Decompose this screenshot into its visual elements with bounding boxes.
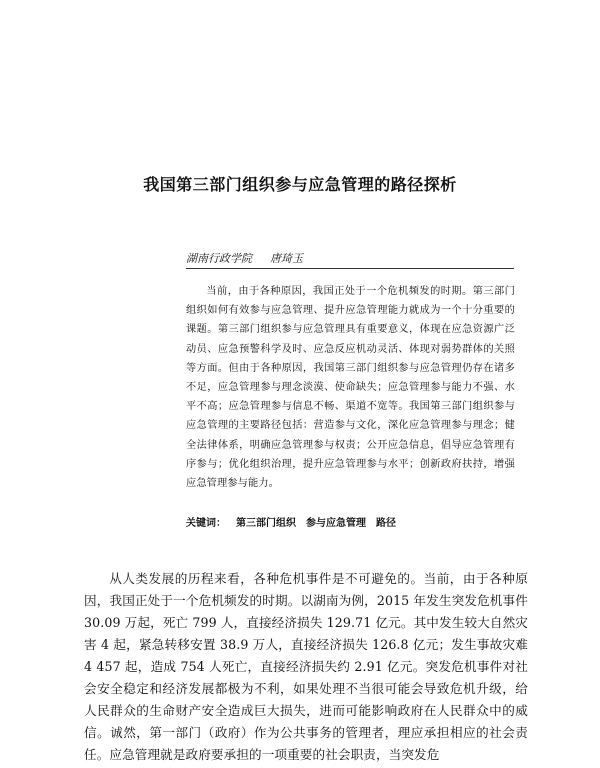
keywords-line: [186, 514, 406, 529]
keyword-term: 参与应急管理: [306, 518, 366, 529]
keyword-term: 第三部门组织: [236, 518, 296, 529]
byline: [186, 250, 303, 266]
keyword-term: 路径: [376, 518, 396, 529]
body-paragraph: 从人类发展的历程来看，各种危机事件是不可避免的。当前，由于各种原因，我国正处于一个危机频发的时期。以湖南为例，2015 年发生突发危机事件 30.09 万起，死亡 799 人，直接经济损失 129.71 亿元。其中发生较大自然灾害 4 起，紧急转移安置 38.9 万人，直接经济损失 126.8 亿元；发生事故灾难 4 457 起，造成 754 人死亡，直接经济损失约 2.91 亿元。突发危机事件对社会安全稳定和经济发展都极为不利，如果处理不当很可能会导致危机升级，给人民群众的生命财产安全造成巨大损失，进而可能影响政府在人民群众中的威信。诚然，第一部门（政府）作为公共事务的管理者，理应承担相应的社会责任。应急管理就是政府要承担的一项重要的社会职责，当突发危: [84, 571, 528, 762]
byline-divider: [186, 268, 514, 269]
abstract-paragraph: 当前，由于各种原因，我国正处于一个危机频发的时期。第三部门组织如何有效参与应急管理、提升应急管理能力就成为一个十分重要的课题。第三部门组织参与应急管理具有重要意义，体现在应急资源广泛动员、应急预警科学及时、应急反应机动灵活、体现对弱势群体的关照等方面。但由于各种原因，我国第三部门组织参与应急管理仍存在诸多不足，应急管理参与理念淡漠、使命缺失；应急管理参与能力不强、水平不高；应急管理参与信息不畅、渠道不宽等。我国第三部门组织参与应急管理的主要路径包括：营造参与文化，深化应急管理参与理念；健全法律体系，明确应急管理参与权责；公开应急信息，倡导应急管理有序参与；优化组织治理，提升应急管理参与水平；创新政府扶持，增强应急管理参与能力。: [186, 286, 515, 490]
author-name: 唐琦玉: [270, 252, 303, 265]
article-title: 我国第三部门组织参与应急管理的路径探析: [143, 175, 457, 194]
author-institution: 湖南行政学院: [186, 252, 252, 265]
keywords-label: 关键词：: [186, 518, 226, 529]
